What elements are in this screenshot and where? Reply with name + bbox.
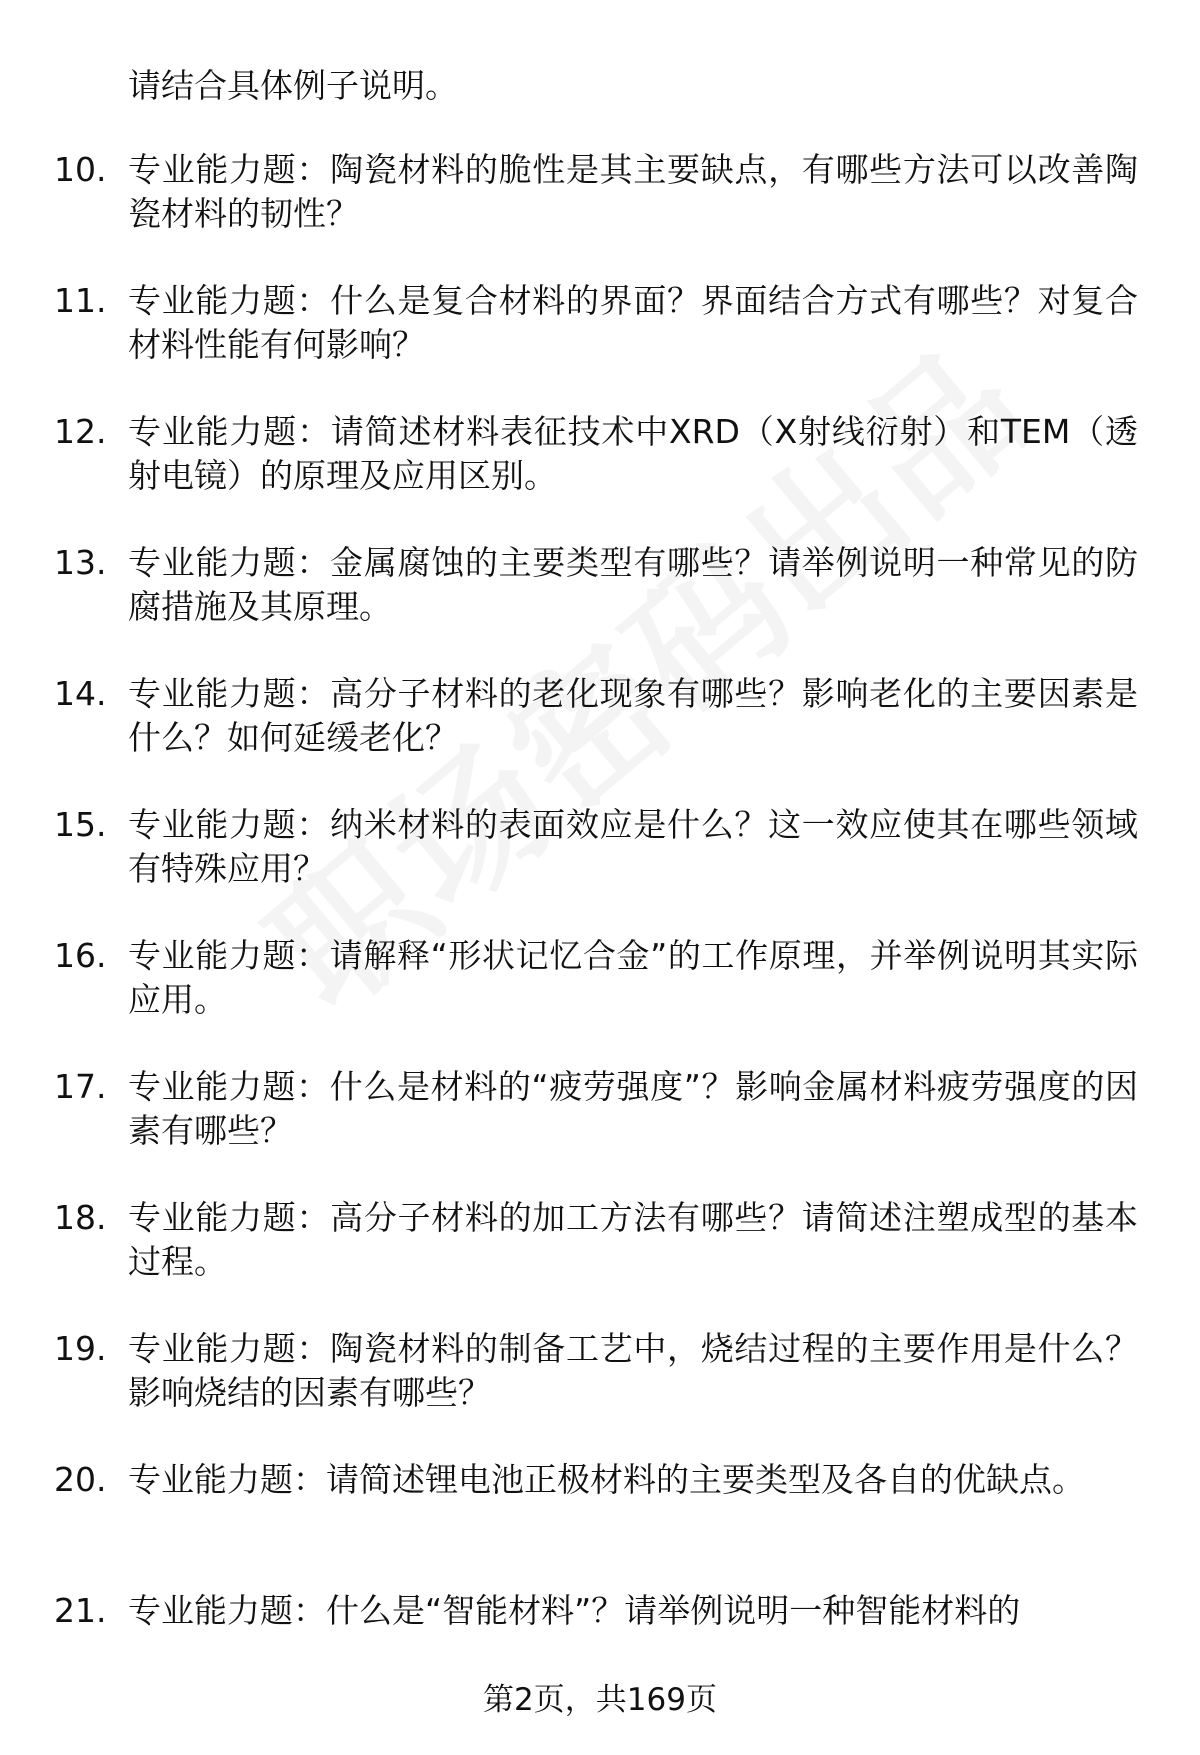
question-text: 专业能力题：请解释“形状记忆合金”的工作原理，并举例说明其实际应用。 [128, 936, 1138, 1019]
page-footer: 第2页，共169页 [483, 1682, 717, 1718]
question-text: 专业能力题：陶瓷材料的制备工艺中，烧结过程的主要作用是什么？影响烧结的因素有哪些？ [128, 1329, 1138, 1412]
list-item [0, 410, 1200, 541]
question-number: 12. [54, 412, 107, 451]
question-text: 专业能力题：什么是复合材料的界面？界面结合方式有哪些？对复合材料性能有何影响？ [128, 281, 1138, 364]
list-item [0, 1327, 1200, 1458]
question-number: 13. [54, 543, 107, 582]
continuation-text: 请结合具体例子说明。 [128, 66, 458, 105]
list-item [0, 1065, 1200, 1196]
question-text: 专业能力题：高分子材料的老化现象有哪些？影响老化的主要因素是什么？如何延缓老化？ [128, 674, 1138, 757]
question-text: 专业能力题：纳米材料的表面效应是什么？这一效应使其在哪些领域有特殊应用？ [128, 805, 1138, 888]
list-item [0, 934, 1200, 1065]
list-item [0, 803, 1200, 934]
question-number: 15. [54, 805, 107, 844]
question-number: 21. [54, 1591, 107, 1630]
list-item [0, 1196, 1200, 1327]
question-number: 19. [54, 1329, 107, 1368]
question-text: 专业能力题：请简述锂电池正极材料的主要类型及各自的优缺点。 [128, 1460, 1085, 1499]
question-number: 20. [54, 1460, 107, 1499]
question-number: 17. [54, 1067, 107, 1106]
list-item [0, 672, 1200, 803]
question-text: 专业能力题：陶瓷材料的脆性是其主要缺点，有哪些方法可以改善陶瓷材料的韧性？ [128, 150, 1138, 233]
question-number: 11. [54, 281, 107, 320]
list-item [0, 279, 1200, 410]
question-list [0, 148, 1200, 1720]
question-text: 专业能力题：什么是“智能材料”？请举例说明一种智能材料的 [128, 1591, 1021, 1630]
question-number: 18. [54, 1198, 107, 1237]
question-text: 专业能力题：金属腐蚀的主要类型有哪些？请举例说明一种常见的防腐措施及其原理。 [128, 543, 1138, 626]
question-number: 10. [54, 150, 107, 189]
question-text: 专业能力题：请简述材料表征技术中XRD（X射线衍射）和TEM（透射电镜）的原理及应用区别。 [128, 412, 1138, 495]
question-text: 专业能力题：什么是材料的“疲劳强度”？影响金属材料疲劳强度的因素有哪些？ [128, 1067, 1138, 1150]
question-text: 专业能力题：高分子材料的加工方法有哪些？请简述注塑成型的基本过程。 [128, 1198, 1138, 1281]
question-number: 16. [54, 936, 107, 975]
list-item [0, 1458, 1200, 1589]
list-item [0, 541, 1200, 672]
question-number: 14. [54, 674, 107, 713]
list-item [0, 148, 1200, 279]
